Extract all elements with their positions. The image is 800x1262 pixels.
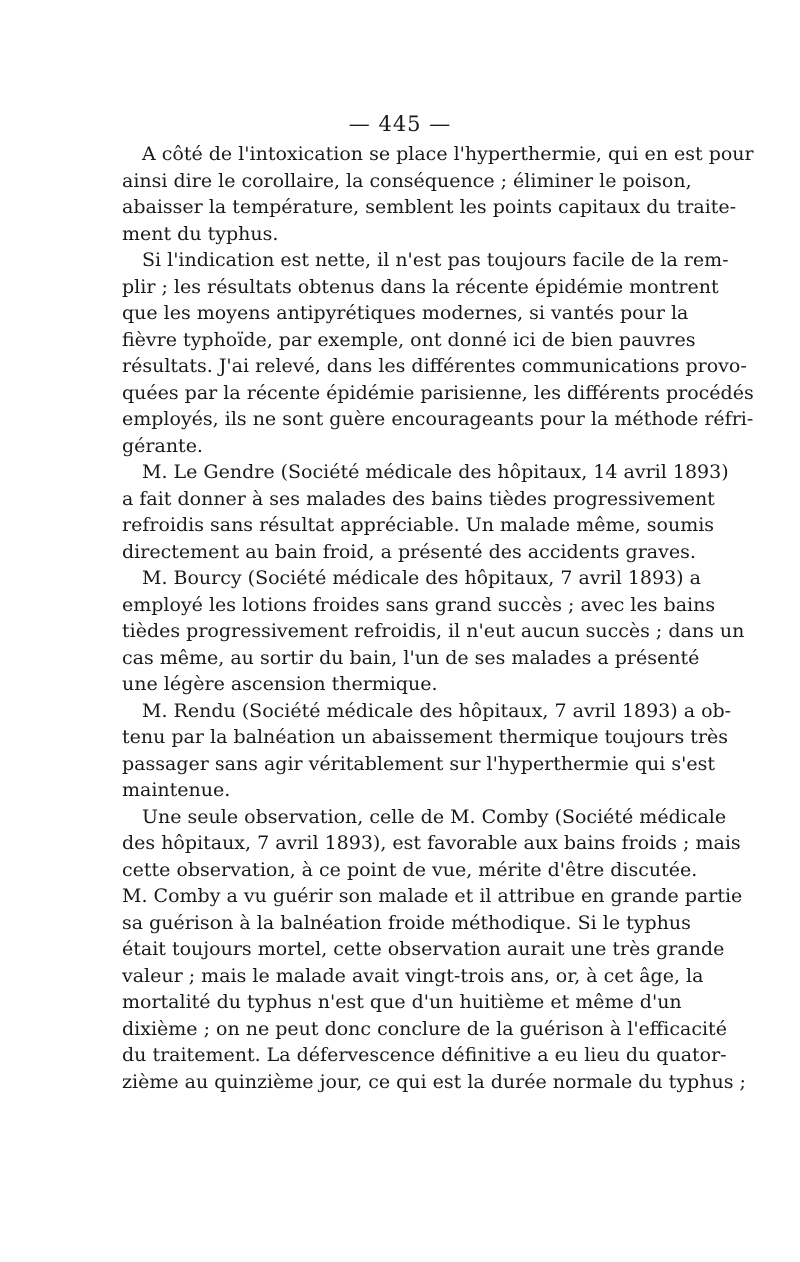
text-line: Si l'indication est nette, il n'est pas toujours facile de la rem- (142, 249, 729, 271)
text-line: cette observation, à ce point de vue, mérite d'être discutée. (122, 858, 698, 881)
text-line: passager sans agir véritablement sur l'hyperthermie qui s'est (122, 752, 715, 775)
text-line: était toujours mortel, cette observation aurait une très grande (122, 938, 725, 960)
body-text (122, 141, 754, 1095)
text-line: plir ; les résultats obtenus dans la récente épidémie montrent (122, 275, 719, 298)
text-line: zième au quinzième jour, ce qui est la durée normale du typhus ; (122, 1070, 746, 1093)
text-line: refroidis sans résultat appréciable. Un malade même, soumis (122, 514, 715, 536)
text-line: M. Le Gendre (Société médicale des hôpitaux, 14 avril 1893) (142, 461, 729, 483)
text-line: une légère ascension thermique. (122, 673, 438, 695)
paragraph (122, 804, 746, 1096)
paragraph (122, 141, 754, 247)
text-line: M. Comby a vu guérir son malade et il attribue en grande partie (122, 885, 743, 907)
text-line: dixième ; on ne peut donc conclure de la guérison à l'efficacité (122, 1017, 727, 1040)
text-line: M. Rendu (Société médicale des hôpitaux, 7 avril 1893) a ob- (142, 699, 732, 722)
text-line: employés, ils ne sont guère encourageants pour la méthode réfri- (122, 408, 754, 430)
text-line: mortalité du typhus n'est que d'un huitième et même d'un (122, 991, 682, 1013)
text-line: directement au bain froid, a présenté des accidents graves. (122, 540, 696, 563)
text-line: abaisser la température, semblent les points capitaux du traite- (122, 196, 737, 218)
text-line: sa guérison à la balnéation froide méthodique. Si le typhus (122, 911, 691, 934)
text-line: M. Bourcy (Société médicale des hôpitaux, 7 avril 1893) a (142, 567, 701, 589)
text-line: quées par la récente épidémie parisienne, les différents procédés (122, 381, 754, 404)
text-line: employé les lotions froides sans grand succès ; avec les bains (122, 593, 716, 616)
text-line: tièdes progressivement refroidis, il n'eut aucun succès ; dans un (122, 620, 745, 642)
text-line: A côté de l'intoxication se place l'hyperthermie, qui en est pour (142, 143, 754, 165)
paragraph (122, 698, 732, 804)
paragraph (122, 565, 745, 698)
text-line: résultats. J'ai relevé, dans les différentes communications provo- (122, 355, 747, 377)
text-line: du traitement. La défervescence définitive a eu lieu du quator- (122, 1044, 727, 1066)
text-line: cas même, au sortir du bain, l'un de ses malades a présenté (122, 646, 700, 669)
paragraph (122, 459, 729, 565)
text-line: ainsi dire le corollaire, la conséquence ; éliminer le poison, (122, 169, 692, 192)
text-line: ment du typhus. (122, 222, 279, 245)
text-line: gérante. (122, 434, 203, 457)
text-line: maintenue. (122, 779, 231, 801)
text-line: valeur ; mais le malade avait vingt-trois ans, or, à cet âge, la (122, 964, 704, 987)
paragraph (122, 247, 754, 459)
text-line: a fait donner à ses malades des bains tièdes progressivement (122, 487, 715, 510)
text-line: des hôpitaux, 7 avril 1893), est favorable aux bains froids ; mais (122, 832, 741, 854)
text-line: que les moyens antipyrétiques modernes, si vantés pour la (122, 302, 689, 324)
page-number: — 445 — (348, 112, 452, 136)
text-line: Une seule observation, celle de M. Comby (Société médicale (142, 805, 727, 828)
text-line: tenu par la balnéation un abaissement thermique toujours très (122, 726, 729, 748)
text-line: fièvre typhoïde, par exemple, ont donné ici de bien pauvres (122, 328, 696, 351)
